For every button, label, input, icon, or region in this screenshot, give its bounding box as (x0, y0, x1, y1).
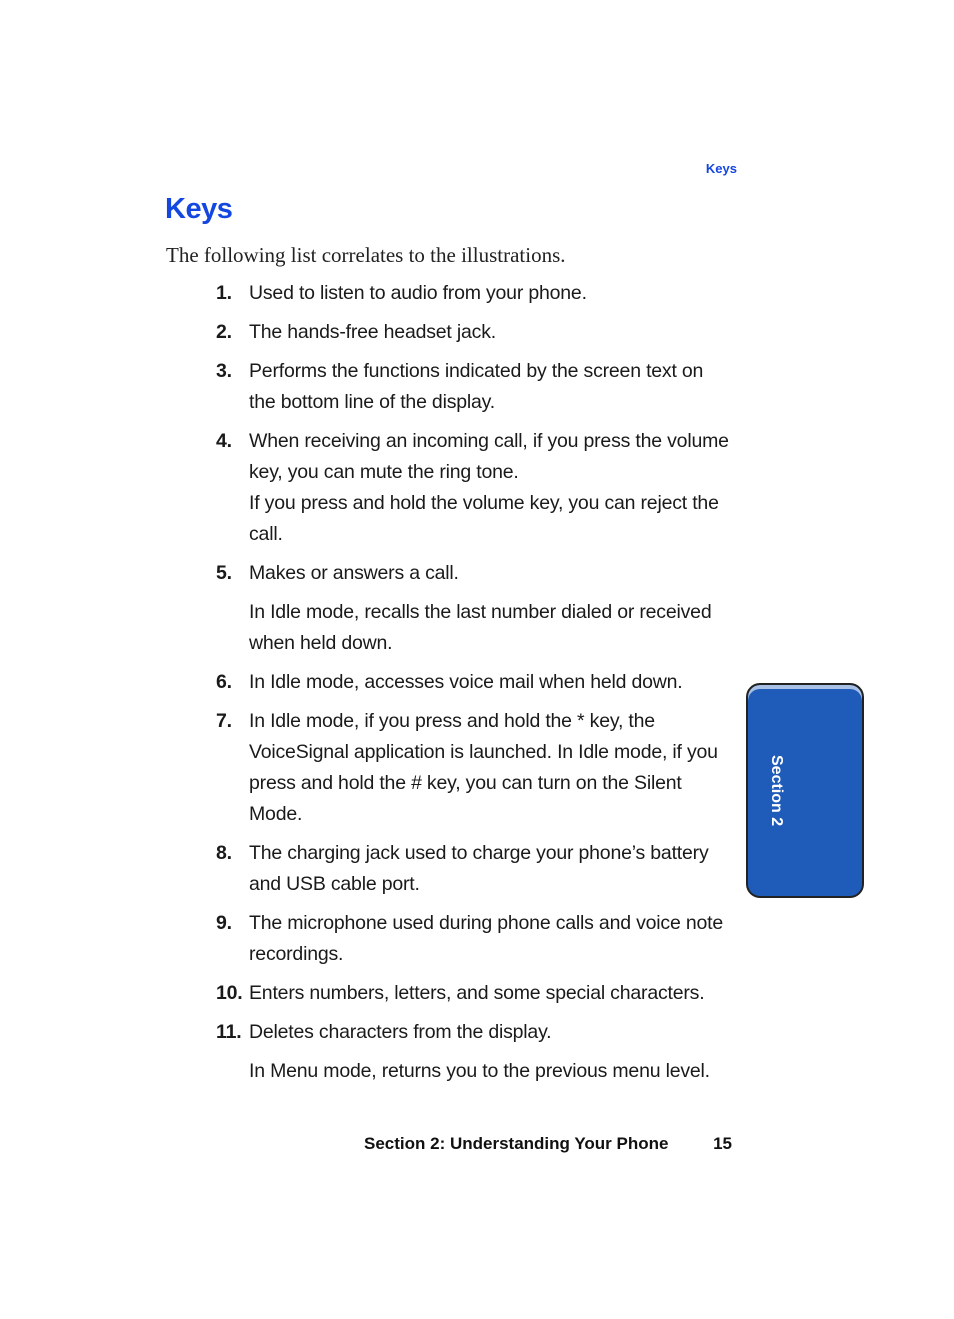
list-item-text: The microphone used during phone calls and voice note (249, 912, 723, 934)
section-tab-label: Section 2 (768, 755, 785, 827)
list-item-number: 5. (216, 562, 232, 584)
list-item-number: 10. (216, 982, 243, 1004)
list-item-text: When receiving an incoming call, if you press the volume (249, 430, 729, 452)
page-title: Keys (165, 193, 233, 225)
list-item (216, 978, 736, 1009)
keys-list (216, 278, 736, 1095)
list-item (216, 558, 736, 659)
list-item (216, 426, 736, 550)
list-item-number: 4. (216, 430, 232, 452)
list-item (216, 317, 736, 348)
list-item-text: the bottom line of the display. (249, 391, 496, 413)
list-item-number: 11. (216, 1021, 242, 1043)
list-item-text: Mode. (249, 803, 303, 825)
list-item-text: key, you can mute the ring tone. (249, 461, 519, 483)
list-item-note: when held down. (249, 632, 393, 654)
list-item (216, 908, 736, 970)
list-item (216, 667, 736, 698)
list-item-number: 2. (216, 321, 232, 343)
list-item-text: recordings. (249, 943, 344, 965)
list-item-text: VoiceSignal application is launched. In Idle mode, if you (249, 741, 718, 763)
footer-section-title: Section 2: Understanding Your Phone (364, 1134, 669, 1153)
list-item-text: call. (249, 523, 283, 545)
list-item-text: Deletes characters from the display. (249, 1021, 552, 1043)
list-item (216, 838, 736, 900)
list-item-text: In Idle mode, if you press and hold the * key, the (249, 710, 655, 732)
list-item-text: Used to listen to audio from your phone. (249, 282, 587, 304)
list-item-text: In Idle mode, accesses voice mail when held down. (249, 671, 683, 693)
list-item-text: If you press and hold the volume key, you can reject the (249, 492, 719, 514)
list-item-number: 3. (216, 360, 232, 382)
list-item-text: The hands-free headset jack. (249, 321, 496, 343)
list-item-text: Enters numbers, letters, and some special characters. (249, 982, 705, 1004)
list-item-note: In Menu mode, returns you to the previous menu level. (249, 1060, 710, 1082)
running-head: Keys (705, 161, 737, 176)
list-item-text: The charging jack used to charge your phone’s battery (249, 842, 709, 864)
list-item-number: 1. (216, 282, 232, 304)
list-item-text: Makes or answers a call. (249, 562, 459, 584)
list-item-number: 9. (216, 912, 232, 934)
list-item-note: In Idle mode, recalls the last number dialed or received (249, 601, 712, 623)
list-item (216, 356, 736, 418)
intro-text: The following list correlates to the illustrations. (166, 243, 566, 267)
list-item (216, 278, 736, 309)
list-item-text: and USB cable port. (249, 873, 420, 895)
list-item-number: 7. (216, 710, 232, 732)
page-number: 15 (713, 1134, 732, 1153)
list-item-number: 8. (216, 842, 232, 864)
list-item (216, 706, 736, 830)
list-item-number: 6. (216, 671, 232, 693)
list-item-text: press and hold the # key, you can turn on the Silent (249, 772, 682, 794)
list-item-text: Performs the functions indicated by the screen text on (249, 360, 704, 382)
section-tab (746, 683, 864, 898)
list-item (216, 1017, 736, 1087)
